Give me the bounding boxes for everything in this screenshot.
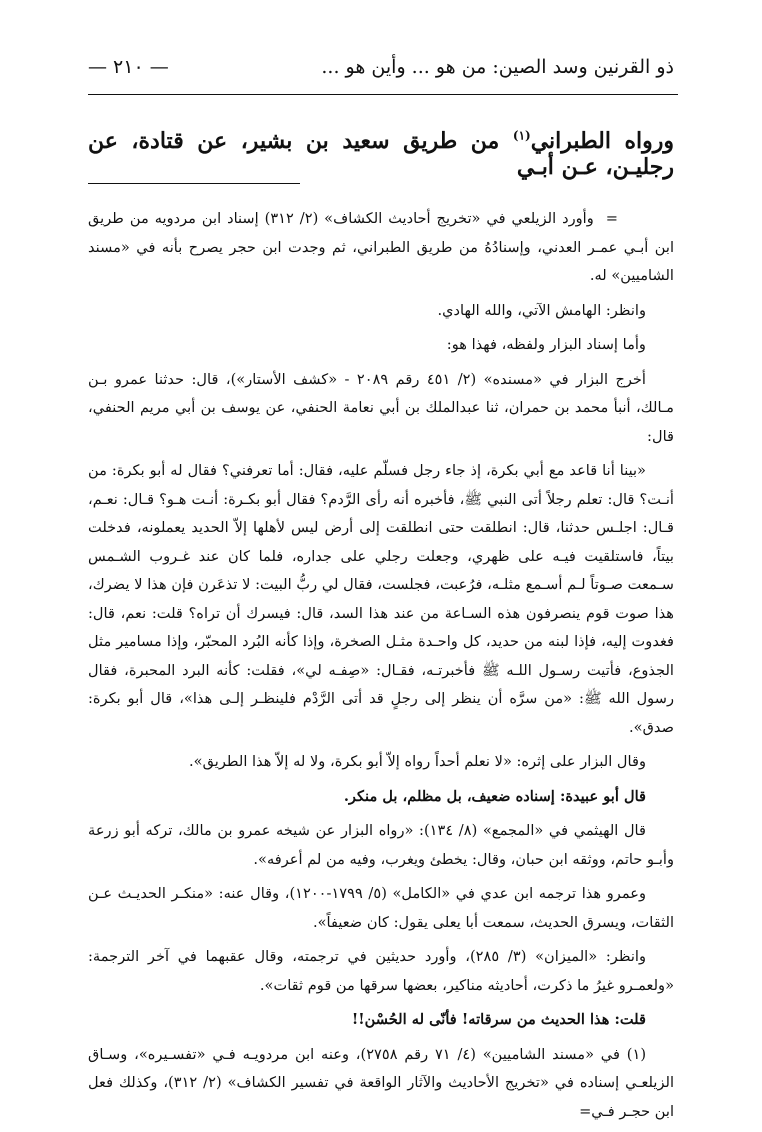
footnote-reference: (١) bbox=[512, 128, 531, 143]
footnote-paragraph: وقال البزار على إثره: «لا نعلم أحداً رواه إلاّ أبو بكرة، ولا له إلاّ هذا الطريق». bbox=[189, 753, 646, 770]
footnote-paragraph: أخرج البزار في «مسنده» (٢/ ٤٥١ رقم ٢٠٨٩ - «كشف الأستار»)، قال: حدثنا عمرو بـن مـالك، أنبأ محمد بن حمران، ثنا عبدالملك بن أبي نعامة الحنفي، عن يوسف بن أبي مريم الحنفي، قال: bbox=[88, 370, 674, 445]
footnote-paragraph: =وأورد الزيلعي في «تخريج أحاديث الكشاف» (٢/ ٣١٢) إسناد ابن مردويه من طريق ابن أبـي عمـر العدني، وإسنادُهُ من طريق الطبراني، ثم وجدت ابن حجر يصرح بأنه في «مسند الشاميين» له. bbox=[88, 205, 674, 291]
hadith-quote: «بينا أنا قاعد مع أبي بكرة، إذ جاء رجل فسلّم عليه، فقال: أما تعرفني؟ فقال له أبو بكرة: من أنـت؟ قال: تعلم رجلاً أتى النبي ﷺ، فأخبره أنه رأى الرَّدم؟ فقال أبو بكـرة: أنـت هـو؟ قـال: نعـم، قـال: اجلـس حدثنا، قال: انطلقت حتى انطلقت إلى أرض ليس لأهلها إلاّ الحديد يعملونه، فدخلت بيتاً، فاستلقيت فيـه على ظهري، وجعلت رجلي على جداره، فلما كان عند غـروب الشـمس سـمعت صـوتاً لـم أسـمع مثلـه، فرُعبت، فجلست، فقال لي ربُّ البيت: لا تذعَرن فإن هذا لا يضرك، هذا صوت قوم ينصرفون هذه السـاعة من عند هذا السد، قال: فيسرك أن تراه؟ قلت: نعم، قال: فغدوت إليه، فإذا لبنه من حديد، كل واحـدة مثـل الصخرة، وإذا كأنه البُرد المحبّر، وإذا مسامير مثل الجذوع، فأتيت رسـول اللـه ﷺ فأخبرتـه، فقـال: «صِفـه لي»، فقلت: كأنه البرد المحبرة، فقال رسول الله ﷺ: «من سرَّه أن ينظر إلى رجلٍ قد أتى الرَّدْم فلينظـر إلـى هذا»، قال أبو بكرة: صدق». bbox=[88, 462, 674, 736]
footnote-paragraph: قال الهيثمي في «المجمع» (٨/ ١٣٤): «رواه البزار عن شيخه عمرو بن مالك، تركه أبو زرعة وأبـو حاتم، ووثقه ابن حبان، وقال: يخطئ ويغرب، وفيه من لم أعرفه». bbox=[88, 822, 674, 868]
continuation-mark: = bbox=[605, 210, 619, 227]
header-title: ذو القرنين وسد الصين: من هو ... وأين هو ... bbox=[321, 56, 674, 78]
footnote-paragraph: وانظر: الهامش الآتي، والله الهادي. bbox=[437, 301, 646, 319]
main-text bbox=[88, 128, 674, 180]
footnote-paragraph: وانظر: «الميزان» (٣/ ٢٨٥)، وأورد حديثين في ترجمته، وقال عقبهما في آخر الترجمة: «ولعمـرو غيرُ ما ذكرت، أحاديثه مناكير، بعضها سرقها من قوم ثقات». bbox=[88, 948, 674, 994]
main-text-part-a: ورواه الطبراني bbox=[530, 128, 674, 154]
footnotes bbox=[88, 205, 674, 1132]
footnote-paragraph: قلت: هذا الحديث من سرقاته! فأنّى له الحُسْن!! bbox=[351, 1011, 646, 1028]
footnote-paragraph: وعمرو هذا ترجمه ابن عدي في «الكامل» (٥/ ١٧٩٩-١٢٠٠)، وقال عنه: «منكـر الحديـث عـن الثقات، ويسرق الحديث، سمعت أبا يعلى يقول: كان ضعيفاً». bbox=[88, 885, 674, 931]
footnote-separator bbox=[88, 183, 300, 184]
footnote-paragraph: قال أبو عبيدة: إسناده ضعيف، بل مظلم، بل منكر. bbox=[343, 787, 646, 805]
main-text-part-b: من طريق سعيد بن بشير، عن قتادة، عن رجليـن، عـن أبـي bbox=[88, 128, 674, 180]
running-header bbox=[88, 56, 674, 78]
footnote-paragraph: وأما إسناد البزار ولفظه، فهذا هو: bbox=[446, 336, 646, 353]
header-rule bbox=[88, 94, 678, 95]
footnote-1: (١) في «مسند الشاميين» (٤/ ٧١ رقم ٢٧٥٨)، وعنه ابن مردويـه فـي «تفسـيره»، وسـاق الزيلعـي إسناده في «تخريج الأحاديث والآثار الواقعة في تفسير الكشاف» (٢/ ٣١٢)، وكذلك فعل ابن حجـر فـي= bbox=[88, 1045, 675, 1120]
page-number: — ٢١٠ — bbox=[88, 56, 169, 78]
